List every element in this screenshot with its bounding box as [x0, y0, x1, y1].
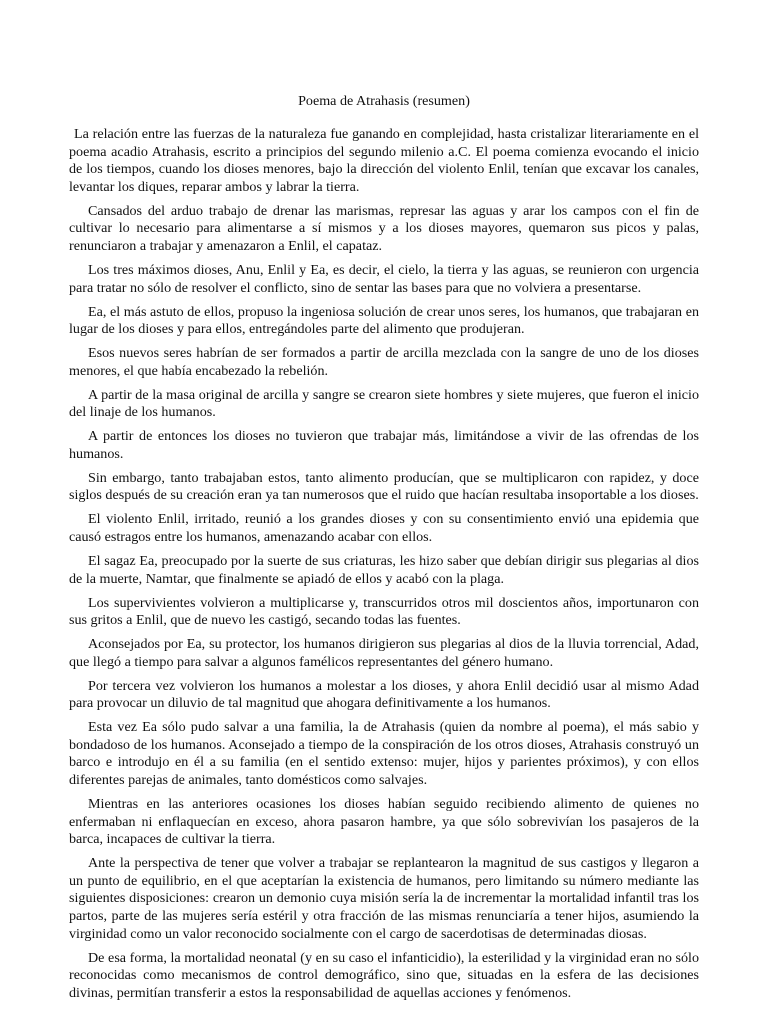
paragraph: Aconsejados por Ea, su protector, los humanos dirigieron sus plegarias al dios de la lluvia torrencial, Adad, que llegó a tiempo para salvar a algunos famélicos representantes del género humano. — [69, 636, 699, 670]
paragraph: De esa forma, la mortalidad neonatal (y en su caso el infanticidio), la esterilidad y la virginidad eran no sólo reconocidas como mecanismos de control demográfico, sino que, situadas en la esfera de las decisiones divinas, permitían transferir a estos la responsabilidad de aquellas acciones y fenómenos. — [69, 949, 699, 1001]
paragraph: El violento Enlil, irritado, reunió a los grandes dioses y con su consentimiento envió una epidemia que causó estragos entre los humanos, amenazando acabar con ellos. — [69, 511, 699, 545]
paragraph: Por tercera vez volvieron los humanos a molestar a los dioses, y ahora Enlil decidió usar al mismo Adad para provocar un diluvio de tal magnitud que ahogara definitivamente a los humanos. — [69, 677, 699, 712]
paragraph: A partir de la masa original de arcilla y sangre se crearon siete hombres y siete mujeres, que fueron el inicio del linaje de los humanos. — [69, 386, 699, 421]
paragraph: Los supervivientes volvieron a multiplicarse y, transcurridos otros mil doscientos años, importunaron con sus gritos a Enlil, que de nuevo les castigó, secando todas las fuentes. — [69, 594, 699, 629]
paragraph: Esta vez Ea sólo pudo salvar a una familia, la de Atrahasis (quien da nombre al poema), el más sabio y bondadoso de los humanos. Aconsejado a tiempo de la conspiración de los otros dioses, Atrahasis construyó un barco e introdujo en él a su familia (en el sentido extenso: mujer, hijos y parientes próximos), y con ellos diferentes parejas de animales, tanto domésticos como salvajes. — [69, 719, 699, 789]
paragraph: Mientras en las anteriores ocasiones los dioses habían seguido recibiendo alimento de quienes no enfermaban ni enflaquecían en exceso, ahora pasaron hambre, ya que sólo sobrevivían los pasajeros de la barca, incapaces de cultivar la tierra. — [69, 796, 699, 848]
paragraph: Esos nuevos seres habrían de ser formados a partir de arcilla mezclada con la sangre de uno de los dioses menores, el que había encabezado la rebelión. — [69, 345, 699, 379]
paragraph: A partir de entonces los dioses no tuvieron que trabajar más, limitándose a vivir de las ofrendas de los humanos. — [69, 428, 699, 462]
document-page — [69, 0, 699, 1024]
paragraph: Ante la perspectiva de tener que volver a trabajar se replantearon la magnitud de sus castigos y llegaron a un punto de equilibrio, en el que aceptarían la existencia de humanos, pero limitando su número mediante las siguientes disposiciones: crearon un demonio cuya misión sería la de incrementar la mortalidad infantil tras los partos, parte de las mujeres sería estéril y otra fracción de las mismas renunciaría a tener hijos, asumiendo la virginidad como un valor reconocido socialmente con el cargo de sacerdotisas de determinadas diosas. — [69, 855, 699, 942]
paragraph: La relación entre las fuerzas de la naturaleza fue ganando en complejidad, hasta cristalizar literariamente en el poema acadio Atrahasis, escrito a principios del segundo milenio a.C. El poema comienza evocando el inicio de los tiempos, cuando los dioses menores, bajo la dirección del violento Enlil, tenían que excavar los canales, levantar los diques, reparar ambos y labrar la tierra. — [69, 126, 699, 195]
document-body — [69, 126, 699, 1009]
paragraph: Sin embargo, tanto trabajaban estos, tanto alimento producían, que se multiplicaron con rapidez, y doce siglos después de su creación eran ya tan numerosos que el ruido que hacían resultaba insoportable a los dioses. — [69, 469, 699, 504]
paragraph: Los tres máximos dioses, Anu, Enlil y Ea, es decir, el cielo, la tierra y las aguas, se reunieron con urgencia para tratar no sólo de resolver el conflicto, sino de sentar las bases para que no volviera a presentarse. — [69, 261, 699, 296]
document-title: Poema de Atrahasis (resumen) — [298, 93, 470, 109]
paragraph: Ea, el más astuto de ellos, propuso la ingeniosa solución de crear unos seres, los humanos, que trabajaran en lugar de los dioses y para ellos, entregándoles parte del alimento que produjeran. — [69, 303, 699, 338]
paragraph: Cansados del arduo trabajo de drenar las marismas, represar las aguas y arar los campos con el fin de cultivar lo necesario para alimentarse a sí mismos y a los dioses mayores, quemaron sus picos y palas, renunciaron a trabajar y amenazaron a Enlil, el capataz. — [69, 202, 699, 254]
paragraph: El sagaz Ea, preocupado por la suerte de sus criaturas, les hizo saber que debían dirigir sus plegarias al dios de la muerte, Namtar, que finalmente se apiadó de ellos y acabó con la plaga. — [69, 552, 699, 587]
